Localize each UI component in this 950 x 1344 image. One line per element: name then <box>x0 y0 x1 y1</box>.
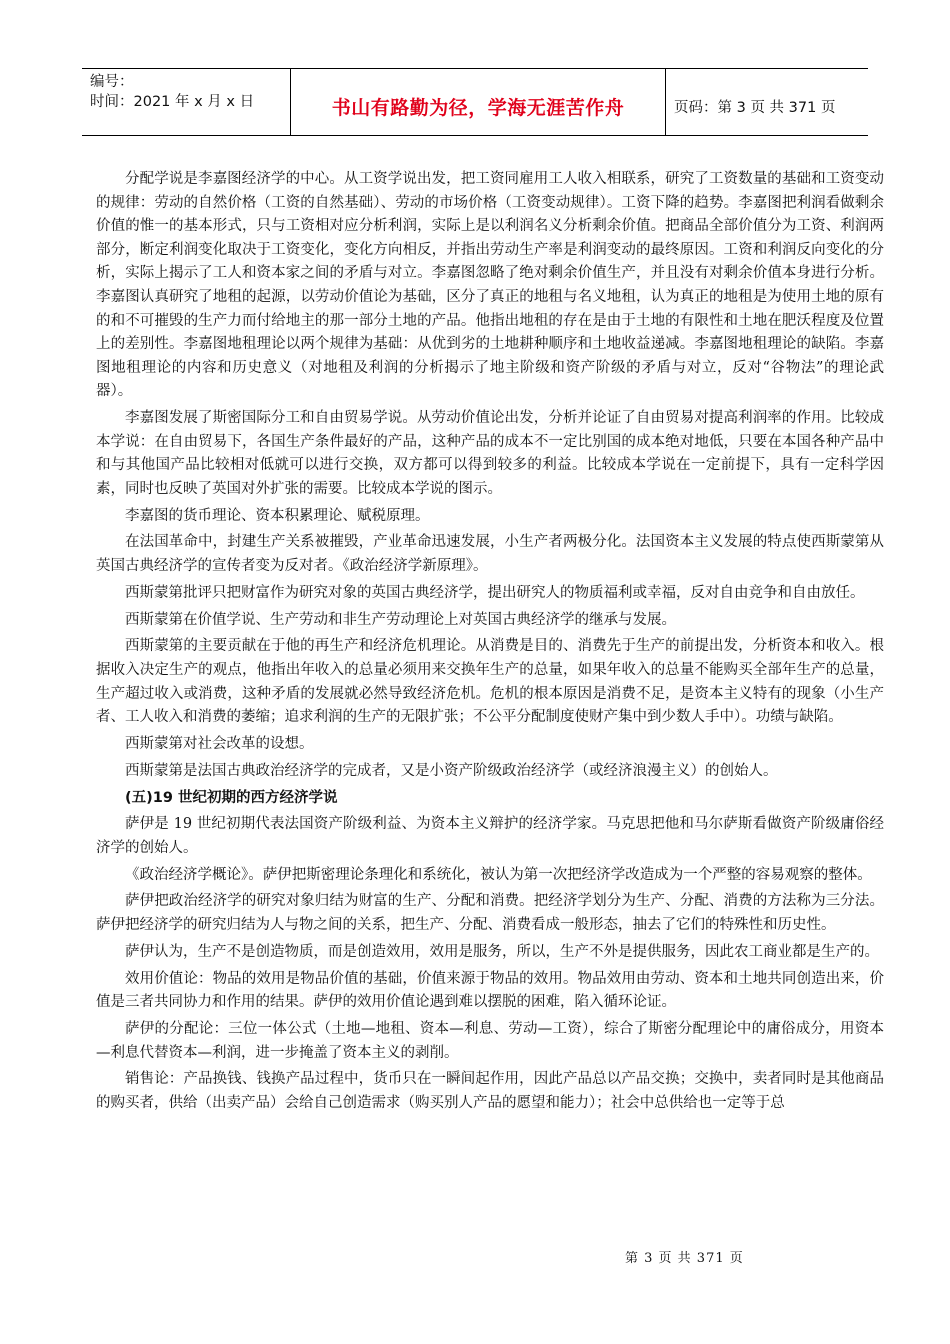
paragraph: 萨伊把政治经济学的研究对象归结为财富的生产、分配和消费。把经济学划分为生产、分配、消费的方法称为三分法。萨伊把经济学的研究归结为人与物之间的关系，把生产、分配、消费看成一般形态，抽去了它们的特殊性和历史性。 <box>96 893 884 934</box>
header-motto: 书山有路勤为径，学海无涯苦作舟 <box>290 69 666 135</box>
paragraph: 萨伊是 19 世纪初期代表法国资产阶级利益、为资本主义辩护的经济学家。马克思把他和马尔萨斯看做资产阶级庸俗经济学的创始人。 <box>96 816 884 856</box>
section-heading: (五)19 世纪初期的西方经济学说 <box>125 789 338 806</box>
paragraph: 分配学说是李嘉图经济学的中心。从工资学说出发，把工资同雇用工人收入相联系，研究了工资数量的基础和工资变动的规律：劳动的自然价格（工资的自然基础）、劳动的市场价格（工资变动规律）。工资下降的趋势。李嘉图把利润看做剩余价值的惟一的基本形式，只与工资相对应分析利润，实际上是以利润名义分析剩余价值。把商品全部价值分为工资、利润两部分，断定利润变化取决于工资变化，变化方向相反，并指出劳动生产率是利润变动的最终原因。工资和利润反向变化的分析，实际上揭示了工人和资本家之间的矛盾与对立。李嘉图忽略了绝对剩余价值生产，并且没有对剩余价值本身进行分析。李嘉图认真研究了地租的起源，以劳动价值论为基础，区分了真正的地租与名义地租，认为真正的地租是为使用土地的原有的和不可摧毁的生产力而付给地主的那一部分土地的产品。他指出地租的存在是由于土地的有限性和土地在肥沃程度及位置上的差别性。李嘉图地租理论以两个规律为基础：从优到劣的土地耕种顺序和土地收益递减。李嘉图地租理论的缺陷。李嘉图地租理论的内容和历史意义（对地租及利润的分析揭示了地主阶级和资产阶级的矛盾与对立，反对“谷物法”的理论武器）。 <box>96 171 884 400</box>
page-footer: 第 3 页 共 371 页 <box>625 1251 744 1266</box>
paragraph: 李嘉图的货币理论、资本积累理论、赋税原理。 <box>125 507 430 524</box>
paragraph: 西斯蒙第是法国古典政治经济学的完成者，又是小资产阶级政治经济学（或经济浪漫主义）的创始人。 <box>125 762 778 779</box>
header-meta <box>82 69 290 135</box>
paragraph: 《政治经济学概论》。萨伊把斯密理论条理化和系统化，被认为第一次把经济学改造成为一个严整的容易观察的整体。 <box>125 866 872 883</box>
paragraph: 萨伊认为，生产不是创造物质，而是创造效用，效用是服务，所以，生产不外是提供服务，因此农工商业都是生产的。 <box>125 943 879 960</box>
document-number-label: 编号： <box>90 74 134 90</box>
paragraph: 西斯蒙第批评只把财富作为研究对象的英国古典经济学，提出研究人的物质福利或幸福，反对自由竞争和自由放任。 <box>125 584 865 601</box>
paragraph: 在法国革命中，封建生产关系被摧毁，产业革命迅速发展，小生产者两极分化。法国资本主义发展的特点使西斯蒙第从英国古典经济学的宣传者变为反对者。《政治经济学新原理》。 <box>96 534 884 575</box>
paragraph: 效用价值论：物品的效用是物品价值的基础，价值来源于物品的效用。物品效用由劳动、资本和土地共同创造出来，价值是三者共同协力和作用的结果。萨伊的效用价值论遇到难以摆脱的困难，陷入循环论证。 <box>96 970 884 1011</box>
paragraph: 西斯蒙第对社会改革的设想。 <box>125 735 314 752</box>
header-page-info: 页码：第 3 页 共 371 页 <box>674 99 836 116</box>
paragraph: 李嘉图发展了斯密国际分工和自由贸易学说。从劳动价值论出发，分析并论证了自由贸易对提高利润率的作用。比较成本学说：在自由贸易下，各国生产条件最好的产品，这种产品的成本不一定比别国的成本绝对地低，只要在本国各种产品中和与其他国产品比较相对低就可以进行交换，双方都可以得到较多的利益。比较成本学说在一定前提下，具有一定科学因素，同时也反映了英国对外扩张的需要。比较成本学说的图示。 <box>96 410 884 497</box>
paragraph: 西斯蒙第在价值学说、生产劳动和非生产劳动理论上对英国古典经济学的继承与发展。 <box>125 611 676 628</box>
paragraph: 萨伊的分配论：三位一体公式（土地—地租、资本—利息、劳动—工资），综合了斯密分配理论中的庸俗成分，用资本—利息代替资本—利润，进一步掩盖了资本主义的剥削。 <box>96 1021 884 1061</box>
page-header <box>82 68 868 136</box>
paragraph: 西斯蒙第的主要贡献在于他的再生产和经济危机理论。从消费是目的、消费先于生产的前提出发，分析资本和收入。根据收入决定生产的观点，他指出年收入的总量必须用来交换年生产的总量，如果年收入的总量不能购买全部年生产的总量，生产超过收入或消费，这种矛盾的发展就必然导致经济危机。危机的根本原因是消费不足，是资本主义特有的现象（小生产者、工人收入和消费的萎缩；追求利润的生产的无限扩张；不公平分配制度使财产集中到少数人手中）。功绩与缺陷。 <box>96 638 884 726</box>
document-date: 时间：2021 年 x 月 x 日 <box>90 94 255 110</box>
paragraph: 销售论：产品换钱、钱换产品过程中，货币只在一瞬间起作用，因此产品总以产品交换；交换中，卖者同时是其他商品的购买者，供给（出卖产品）会给自己创造需求（购买别人产品的愿望和能力）；社会中总供给也一定等于总 <box>96 1071 884 1111</box>
document-body <box>96 168 884 1119</box>
